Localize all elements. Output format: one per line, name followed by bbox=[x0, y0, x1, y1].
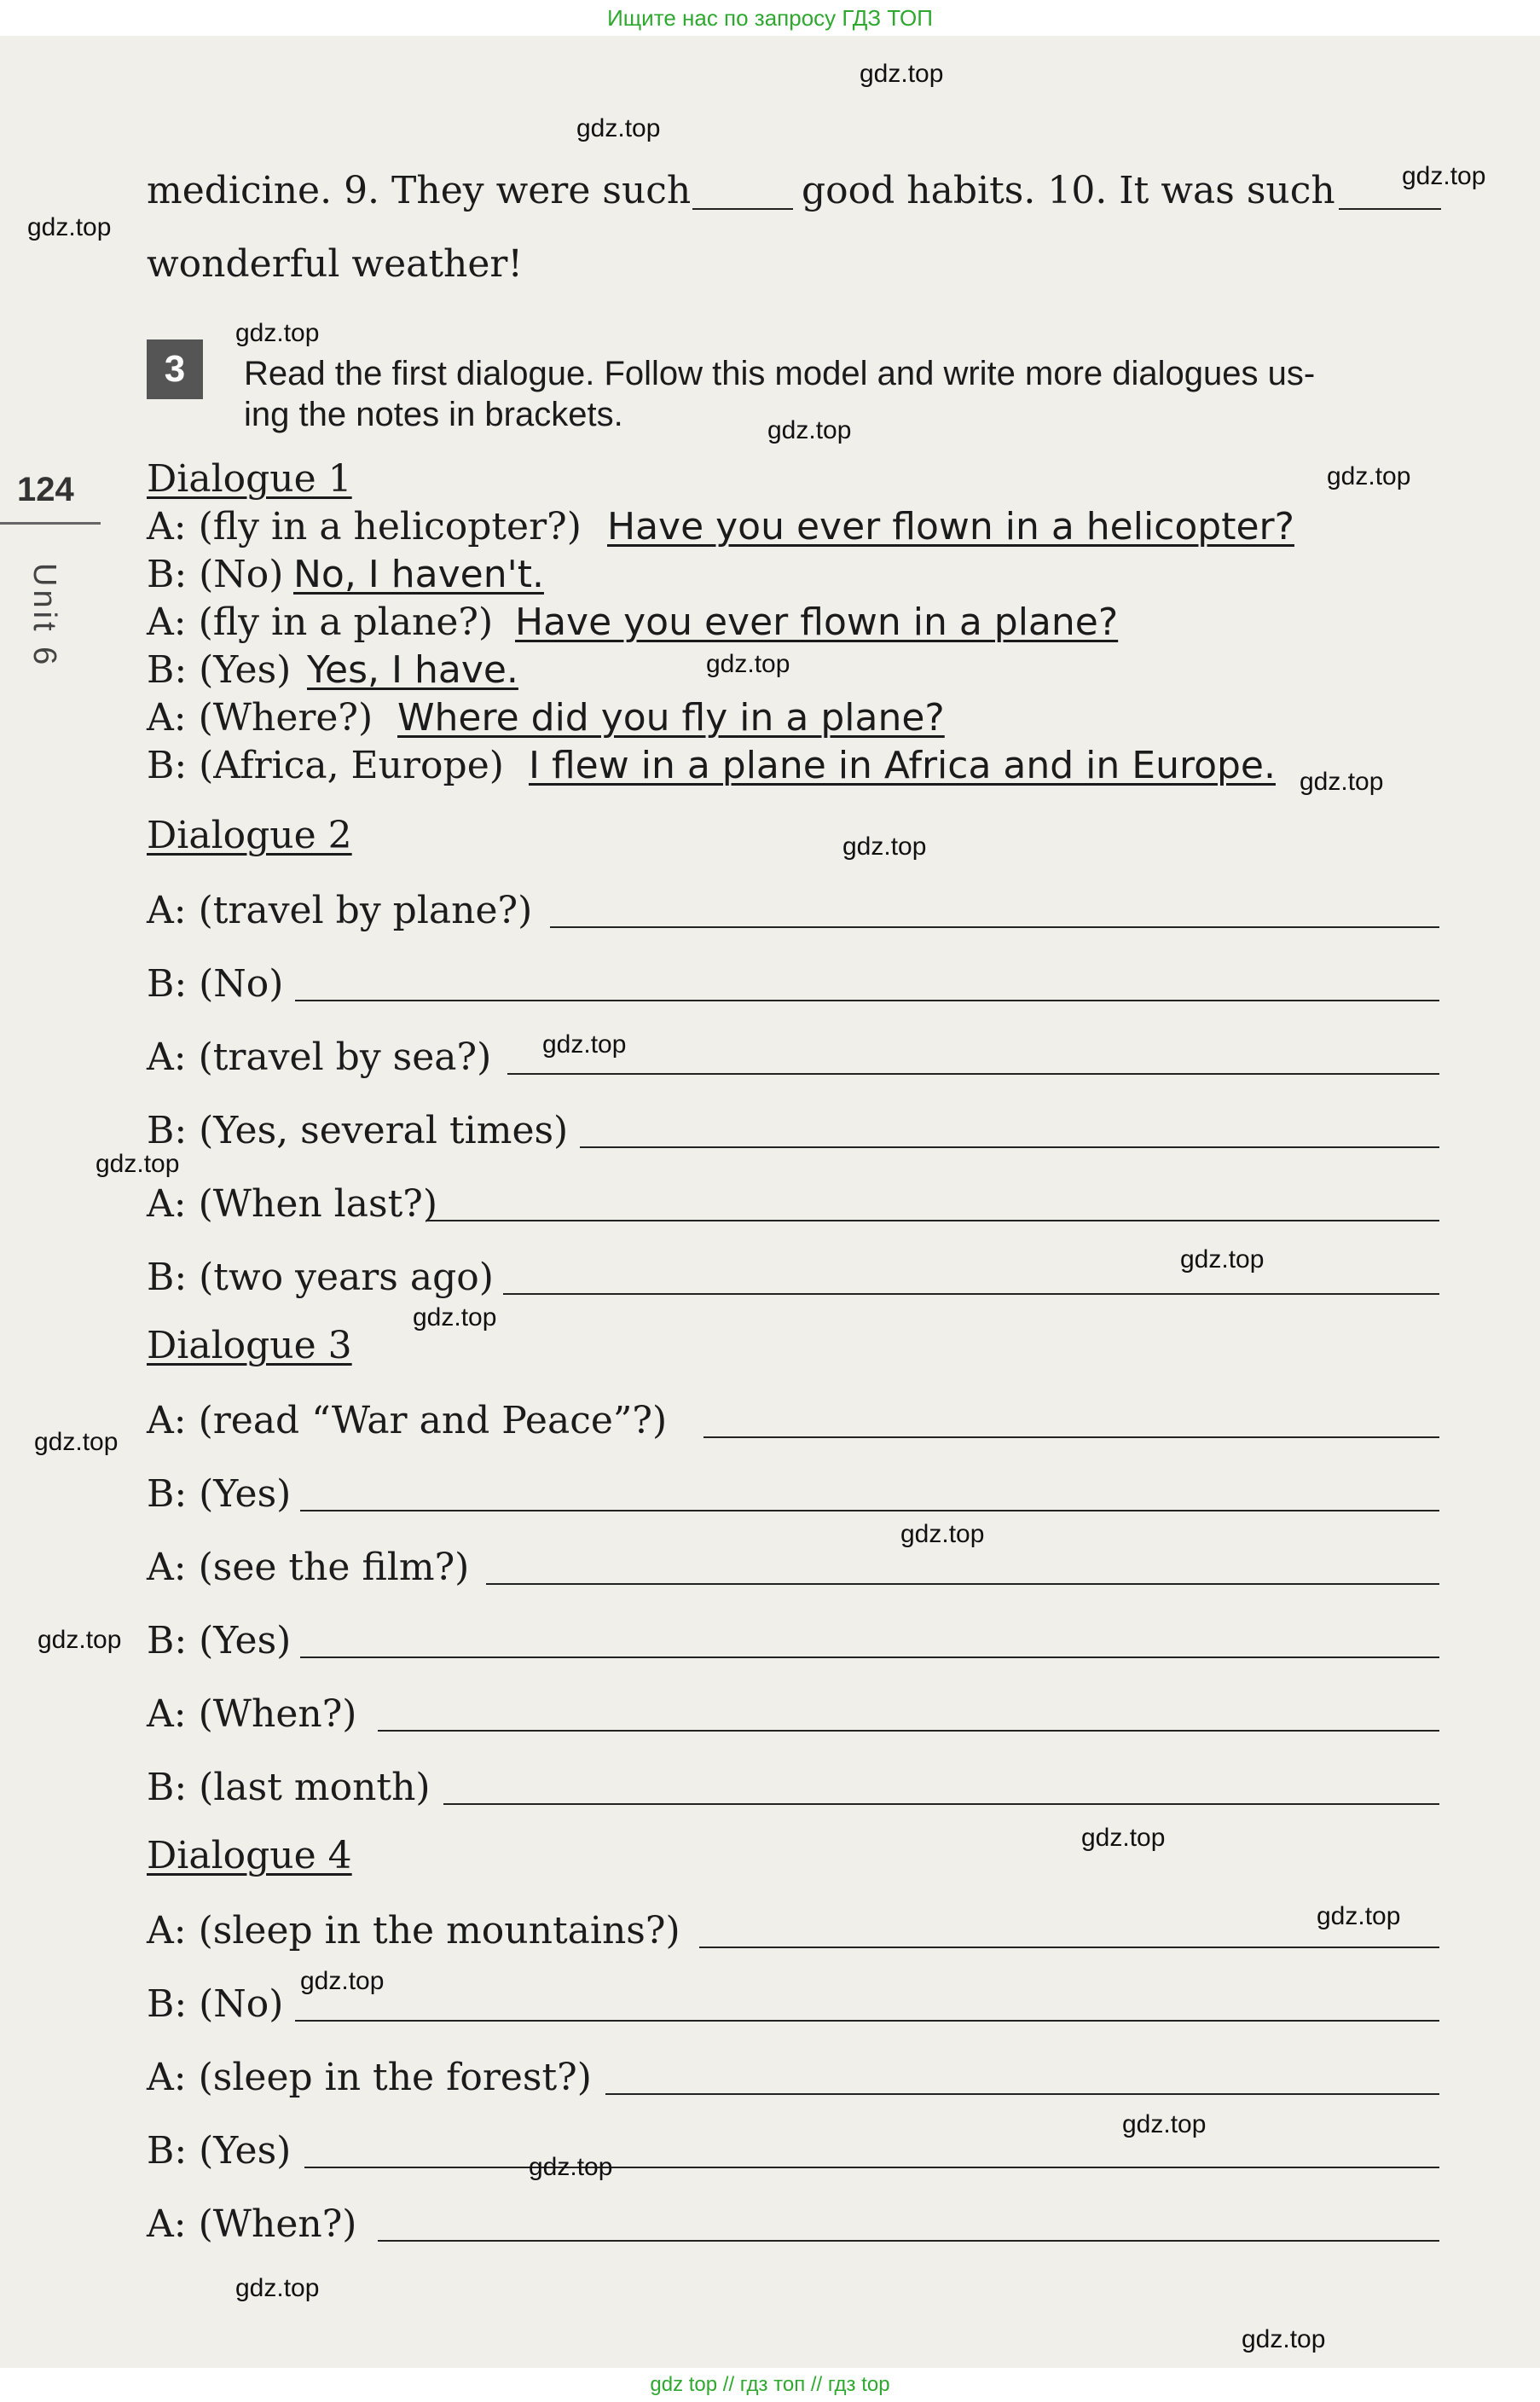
dialogue-1-answer: Have you ever flown in a helicopter? bbox=[607, 505, 1294, 548]
answer-line[interactable] bbox=[378, 2240, 1439, 2242]
watermark: gdz.top bbox=[235, 2274, 320, 2302]
watermark: gdz.top bbox=[860, 60, 944, 88]
carry-over-text-1a: medicine. 9. They were such bbox=[147, 169, 692, 212]
dialogue-4-cue: B: (Yes) bbox=[147, 2129, 292, 2173]
watermark: gdz.top bbox=[413, 1303, 497, 1332]
answer-line[interactable] bbox=[699, 1947, 1439, 1948]
answer-line[interactable] bbox=[605, 2093, 1439, 2095]
exercise-number-badge: 3 bbox=[147, 339, 203, 399]
dialogue-1-cue: B: (Yes) bbox=[147, 648, 292, 692]
dialogue-2-title: Dialogue 2 bbox=[147, 814, 352, 857]
dialogue-2-cue: B: (Yes, several times) bbox=[147, 1109, 569, 1152]
answer-line[interactable] bbox=[426, 1220, 1439, 1221]
watermark: gdz.top bbox=[1317, 1902, 1401, 1930]
carry-over-text-2: wonderful weather! bbox=[147, 242, 524, 286]
watermark: gdz.top bbox=[300, 1967, 385, 1995]
answer-line[interactable] bbox=[378, 1730, 1439, 1732]
answer-blank bbox=[692, 208, 793, 210]
answer-line[interactable] bbox=[295, 1000, 1439, 1001]
dialogue-1-answer: Yes, I have. bbox=[307, 648, 518, 692]
answer-line[interactable] bbox=[486, 1583, 1439, 1585]
carry-over-text-1b: good habits. 10. It was such bbox=[802, 169, 1335, 212]
answer-line[interactable] bbox=[703, 1436, 1439, 1438]
watermark: gdz.top bbox=[1327, 462, 1411, 490]
watermark: gdz.top bbox=[1402, 162, 1486, 190]
dialogue-4-cue: B: (No) bbox=[147, 1982, 284, 2026]
dialogue-2-cue: B: (two years ago) bbox=[147, 1256, 494, 1299]
dialogue-1-answer: No, I haven't. bbox=[293, 553, 544, 596]
dialogue-1-cue: B: (Africa, Europe) bbox=[147, 744, 504, 787]
watermark: gdz.top bbox=[706, 650, 790, 678]
watermark: gdz.top bbox=[1180, 1245, 1265, 1274]
unit-label: Unit 6 bbox=[26, 563, 62, 669]
watermark: gdz.top bbox=[34, 1428, 119, 1456]
dialogue-1-cue: A: (fly in a helicopter?) bbox=[147, 505, 582, 548]
answer-line[interactable] bbox=[503, 1293, 1439, 1295]
dialogue-2-cue: A: (travel by sea?) bbox=[147, 1036, 492, 1079]
margin-divider bbox=[0, 522, 101, 525]
watermark: gdz.top bbox=[1122, 2110, 1207, 2138]
dialogue-3-cue: B: (Yes) bbox=[147, 1472, 292, 1516]
answer-line[interactable] bbox=[580, 1146, 1439, 1148]
watermark: gdz.top bbox=[529, 2153, 613, 2181]
dialogue-3-cue: A: (read “War and Peace”?) bbox=[147, 1399, 668, 1442]
exercise-instruction-1: Read the first dialogue. Follow this model and write more dialogues us- bbox=[244, 355, 1316, 392]
dialogue-4-cue: A: (sleep in the forest?) bbox=[147, 2056, 592, 2099]
dialogue-1-title: Dialogue 1 bbox=[147, 457, 352, 501]
watermark: gdz.top bbox=[38, 1626, 122, 1654]
dialogue-2-cue: B: (No) bbox=[147, 962, 284, 1006]
dialogue-1-answer: I flew in a plane in Africa and in Europe. bbox=[529, 744, 1276, 787]
dialogue-4-title: Dialogue 4 bbox=[147, 1834, 352, 1877]
answer-line[interactable] bbox=[300, 1656, 1439, 1658]
dialogue-3-cue: B: (Yes) bbox=[147, 1619, 292, 1662]
watermark: gdz.top bbox=[235, 319, 320, 347]
dialogue-4-cue: A: (sleep in the mountains?) bbox=[147, 1909, 680, 1952]
bottom-banner: gdz top // гдз топ // гдз top bbox=[0, 2368, 1540, 2402]
dialogue-3-title: Dialogue 3 bbox=[147, 1324, 352, 1367]
dialogue-3-cue: B: (last month) bbox=[147, 1766, 431, 1809]
watermark: gdz.top bbox=[842, 833, 927, 861]
watermark: gdz.top bbox=[1081, 1824, 1166, 1852]
dialogue-1-cue: A: (fly in a plane?) bbox=[147, 600, 494, 644]
watermark: gdz.top bbox=[96, 1150, 180, 1178]
watermark: gdz.top bbox=[1300, 768, 1384, 796]
watermark: gdz.top bbox=[900, 1520, 985, 1548]
answer-line[interactable] bbox=[295, 2020, 1439, 2022]
dialogue-3-cue: A: (see the film?) bbox=[147, 1546, 470, 1589]
page-number: 124 bbox=[17, 471, 74, 508]
answer-blank bbox=[1339, 208, 1441, 210]
answer-line[interactable] bbox=[507, 1073, 1439, 1075]
exercise-instruction-2: ing the notes in brackets. bbox=[244, 396, 623, 433]
dialogue-2-cue: A: (travel by plane?) bbox=[147, 889, 533, 932]
watermark: gdz.top bbox=[1242, 2325, 1326, 2353]
dialogue-1-cue: B: (No) bbox=[147, 553, 284, 596]
answer-line[interactable] bbox=[304, 2167, 1439, 2168]
dialogue-4-cue: A: (When?) bbox=[147, 2202, 357, 2246]
watermark: gdz.top bbox=[767, 416, 852, 444]
dialogue-3-cue: A: (When?) bbox=[147, 1692, 357, 1736]
watermark: gdz.top bbox=[27, 213, 112, 241]
answer-line[interactable] bbox=[300, 1510, 1439, 1511]
watermark: gdz.top bbox=[542, 1030, 627, 1059]
dialogue-1-answer: Where did you fly in a plane? bbox=[397, 696, 945, 740]
answer-line[interactable] bbox=[443, 1803, 1439, 1805]
watermark: gdz.top bbox=[576, 114, 661, 142]
top-banner: Ищите нас по запросу ГДЗ ТОП bbox=[0, 0, 1540, 36]
dialogue-1-cue: A: (Where?) bbox=[147, 696, 373, 740]
dialogue-1-answer: Have you ever flown in a plane? bbox=[515, 600, 1119, 644]
answer-line[interactable] bbox=[550, 926, 1439, 928]
dialogue-2-cue: A: (When last?) bbox=[147, 1182, 437, 1226]
